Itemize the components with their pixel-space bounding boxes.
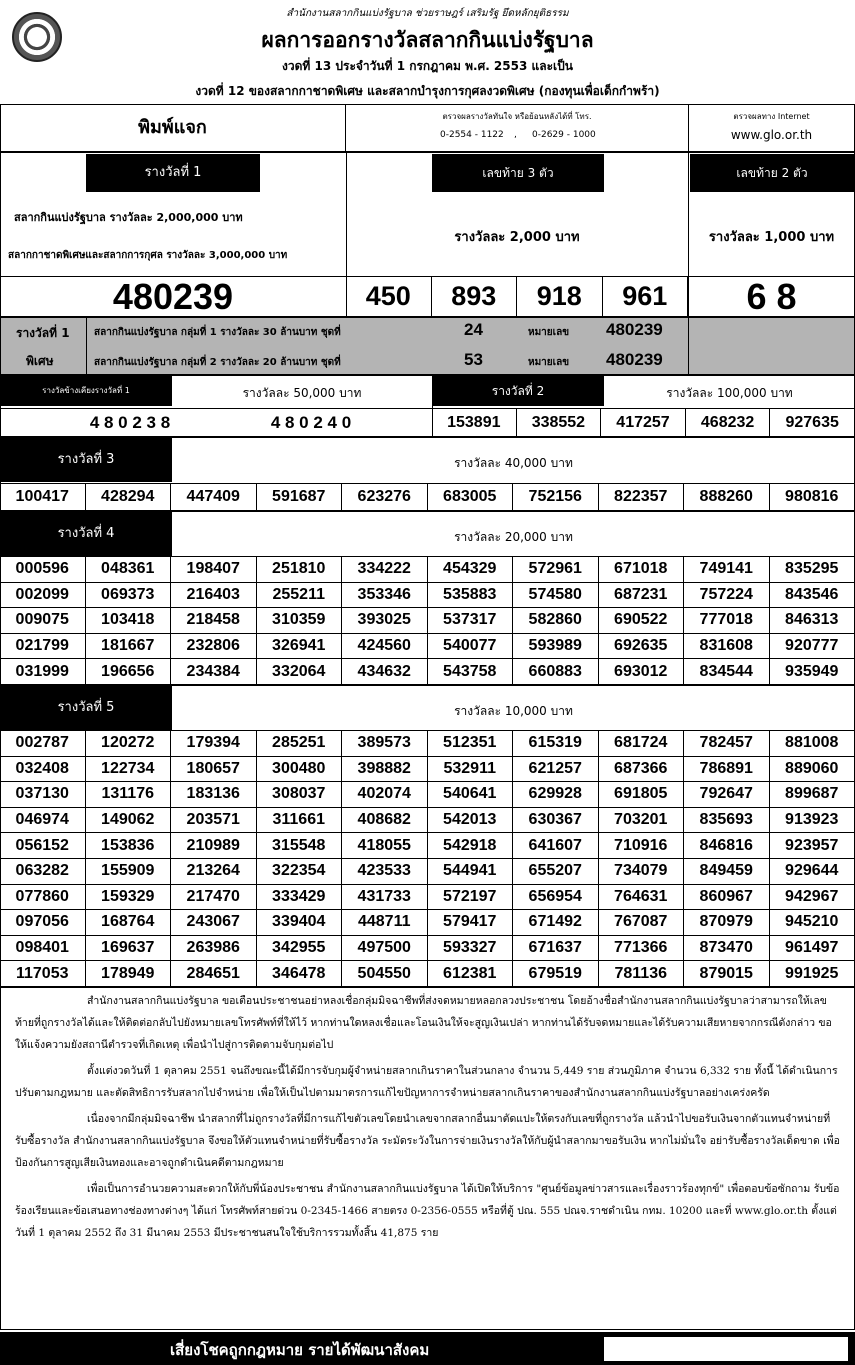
prize4-number: 920777 [770, 634, 855, 660]
phone-1: 0-2554 - 1122 [440, 130, 504, 140]
special-row2-text: สลากกินแบ่งรัฐบาล กลุ่มที่ 2 รางวัลละ 20 ล้านบาท ชุดที่ [94, 357, 341, 368]
prize5-number: 879015 [684, 961, 770, 987]
prize2-number: 468232 [686, 409, 771, 437]
prize5-number: 671637 [513, 936, 599, 962]
prize5-number: 153836 [86, 833, 172, 859]
prize2-label: รางวัลที่ 2 [432, 376, 604, 406]
prize5-number: 991925 [770, 961, 855, 987]
last3-number: 961 [603, 277, 689, 317]
footer-blank-box [604, 1337, 848, 1361]
special-label-1: รางวัลที่ 1 [16, 326, 70, 340]
prize5-number: 285251 [257, 731, 343, 757]
prize5-number: 629928 [513, 782, 599, 808]
prize4-number: 181667 [86, 634, 172, 660]
prize4-number: 690522 [599, 608, 685, 634]
prize4-number: 424560 [342, 634, 428, 660]
prize5-number: 846816 [684, 833, 770, 859]
prize5-number: 873470 [684, 936, 770, 962]
special-set2: 53 [464, 350, 483, 369]
prize5-number: 691805 [599, 782, 685, 808]
prize4-number: 332064 [257, 659, 343, 685]
draw-date-line: งวดที่ 13 ประจำวันที่ 1 กรกฎาคม พ.ศ. 2553 และเป็น [282, 59, 573, 73]
prize5-number: 542013 [428, 808, 514, 834]
prize5-number: 131176 [86, 782, 172, 808]
prize4-number: 234384 [171, 659, 257, 685]
prize4-number: 671018 [599, 557, 685, 583]
prize5-number: 263986 [171, 936, 257, 962]
internet-label: ตรวจผลทาง Internet [733, 112, 810, 121]
prize5-number: 308037 [257, 782, 343, 808]
special-number-label-1: หมายเลข [528, 327, 570, 338]
prize5-number: 792647 [684, 782, 770, 808]
prize4-number: 232806 [171, 634, 257, 660]
prize3-amount: รางวัลละ 40,000 บาท [454, 456, 573, 470]
prize4-number: 777018 [684, 608, 770, 634]
phone-separator: , [514, 130, 517, 140]
prize4-number: 000596 [0, 557, 86, 583]
prize5-number: 786891 [684, 757, 770, 783]
prize5-number: 579417 [428, 910, 514, 936]
prize4-number: 454329 [428, 557, 514, 583]
prize5-number: 655207 [513, 859, 599, 885]
prize5-number: 346478 [257, 961, 343, 987]
prize4-amount: รางวัลละ 20,000 บาท [454, 530, 573, 544]
prize4-number: 834544 [684, 659, 770, 685]
prize2-numbers [432, 409, 855, 437]
near1-number-2: 4 8 0 2 4 0 [270, 413, 352, 432]
prize5-number: 423533 [342, 859, 428, 885]
last3-numbers [346, 277, 688, 317]
prize5-number: 630367 [513, 808, 599, 834]
prize4-numbers [0, 556, 855, 685]
near1-label: รางวัลข้างเคียงรางวัลที่ 1 [0, 376, 172, 406]
special-row1-text: สลากกินแบ่งรัฐบาล กลุ่มที่ 1 รางวัลละ 30 ล้านบาท ชุดที่ [94, 327, 341, 338]
prize4-number: 048361 [86, 557, 172, 583]
prize4-number: 069373 [86, 583, 172, 609]
prize5-number: 671492 [513, 910, 599, 936]
prize4-number: 846313 [770, 608, 855, 634]
prize5-number: 311661 [257, 808, 343, 834]
prize5-number: 679519 [513, 961, 599, 987]
prize4-number: 692635 [599, 634, 685, 660]
prize5-number: 322354 [257, 859, 343, 885]
prize5-number: 572197 [428, 885, 514, 911]
last2-number: 6 8 [746, 276, 797, 317]
prize5-number: 612381 [428, 961, 514, 987]
prize4-number: 002099 [0, 583, 86, 609]
prize5-number: 333429 [257, 885, 343, 911]
prize3-number: 683005 [428, 484, 514, 511]
prize5-number: 512351 [428, 731, 514, 757]
prize5-number: 342955 [257, 936, 343, 962]
office-slogan: สำนักงานสลากกินแบ่งรัฐบาล ช่วยราษฎร์ เสริมรัฐ ยึดหลักยุติธรรม [286, 8, 569, 19]
prize4-number: 535883 [428, 583, 514, 609]
notice-section [0, 987, 855, 1330]
prize5-number: 098401 [0, 936, 86, 962]
prize3-number: 822357 [599, 484, 685, 511]
prize5-number: 032408 [0, 757, 86, 783]
prize4-number: 543758 [428, 659, 514, 685]
prize5-number: 117053 [0, 961, 86, 987]
prize4-number: 393025 [342, 608, 428, 634]
prize1-number: 480239 [112, 276, 234, 317]
prize5-number: 656954 [513, 885, 599, 911]
prize5-number: 835693 [684, 808, 770, 834]
prize5-number: 339404 [257, 910, 343, 936]
prize5-number: 615319 [513, 731, 599, 757]
prize5-numbers [0, 730, 855, 987]
prize5-number: 203571 [171, 808, 257, 834]
prize5-number: 849459 [684, 859, 770, 885]
prize5-number: 056152 [0, 833, 86, 859]
prize4-number: 216403 [171, 583, 257, 609]
prize5-number: 942967 [770, 885, 855, 911]
prize4-number: 103418 [86, 608, 172, 634]
prize5-number: 178949 [86, 961, 172, 987]
prize4-number: 593989 [513, 634, 599, 660]
prize4-number: 574580 [513, 583, 599, 609]
prize5-number: 734079 [599, 859, 685, 885]
prize1-govt-amount: สลากกินแบ่งรัฐบาล รางวัลละ 2,000,000 บาท [14, 211, 243, 224]
prize5-number: 169637 [86, 936, 172, 962]
prize3-number: 980816 [770, 484, 855, 511]
prize3-numbers [0, 483, 855, 511]
prize4-number: 021799 [0, 634, 86, 660]
notice-paragraph-2: ตั้งแต่งวดวันที่ 1 ตุลาคม 2551 จนถึงขณะนี้ได้มีการจับกุมผู้จำหน่ายสลากเกินราคาในส่วนกลาง จำนวน 5,449 ราย ส่วนภูมิภาค จำนวน 6,332 ราย ทั้งนี้ ได้ดำเนินการปรับตามกฎหมาย และตัดสิทธิการรับสลากไปจำหน่าย เพื่อให้เป็นไปตามมาตรการแก้ไขปัญหาการจำหน่ายสลากเกินราคาของสำนักงานสลากกินแบ่งรัฐบาลอย่างเคร่งครัด [15, 1065, 838, 1099]
prize2-number: 417257 [601, 409, 686, 437]
notice-paragraph-3: เนื่องจากมีกลุ่มมิจฉาชีพ นำสลากที่ไม่ถูกรางวัลที่มีการแก้ไขตัวเลขโดยนำเลขจากสลากอื่นมาตัดแปะให้ตรงกับเลขที่ถูกรางวัล แล้วนำไปขอรับเงินจากตัวแทนจำหน่ายที่รับซื้อรางวัล สำนักงานสลากกินแบ่งรัฐบาล จึงขอให้ตัวแทนจำหน่ายที่รับซื้อรางวัล ระมัดระวังในการจ่ายเงินรางวัลให้กับผู้นำสลากมาขอรับเงิน หากไม่มั่นใจ อย่ารับซื้อรางวัลเด็ดขาด เพื่อป้องกันการสูญเสียเงินทองและอาจถูกดำเนินคดีตามกฎหมาย [15, 1113, 840, 1169]
prize5-number: 899687 [770, 782, 855, 808]
prize5-number: 913923 [770, 808, 855, 834]
prize5-number: 408682 [342, 808, 428, 834]
prize3-number: 623276 [342, 484, 428, 511]
prize1-charity-amount: สลากกาชาดพิเศษและสลากการกุศล รางวัลละ 3,000,000 บาท [8, 250, 288, 261]
prize5-label: รางวัลที่ 5 [0, 686, 172, 730]
near1-number-1: 4 8 0 2 3 8 [89, 413, 171, 432]
prize5-number: 284651 [171, 961, 257, 987]
prize5-number: 889060 [770, 757, 855, 783]
last2-label: เลขท้าย 2 ตัว [690, 154, 854, 192]
special-number-label-2: หมายเลข [528, 357, 570, 368]
prize5-number: 179394 [171, 731, 257, 757]
prize5-amount: รางวัลละ 10,000 บาท [454, 704, 573, 718]
special-set1: 24 [464, 320, 483, 339]
prize3-number: 752156 [513, 484, 599, 511]
prize5-number: 621257 [513, 757, 599, 783]
prize5-number: 300480 [257, 757, 343, 783]
prize5-number: 077860 [0, 885, 86, 911]
notice-paragraph-1: สำนักงานสลากกินแบ่งรัฐบาล ขอเตือนประชาชนอย่าหลงเชื่อกลุ่มมิจฉาชีพที่ส่งจดหมายหลอกลวงประชาชน โดยอ้างชื่อสำนักงานสลากกินแบ่งรัฐบาลว่าสามารถให้เลขท้ายที่ถูกรางวัลได้และให้ติดต่อกลับไปยังหมายเลขโทรศัพท์ที่ให้ไว้ หากท่านใดหลงเชื่อและโอนเงินให้จะสูญเงินเปล่า หากท่านได้รับจดหมายและได้รับความเสียหายจากกรณีดังกล่าว ขอให้แจ้งความยังสถานีตำรวจที่เกิดเหตุ เพื่อนำไปสู่การติดตามจับกุมต่อไป [15, 995, 832, 1051]
prize5-number: 155909 [86, 859, 172, 885]
prize5-number: 217470 [171, 885, 257, 911]
prize5-number: 504550 [342, 961, 428, 987]
prize5-number: 210989 [171, 833, 257, 859]
prize5-number: 881008 [770, 731, 855, 757]
prize4-number: 310359 [257, 608, 343, 634]
prize2-amount: รางวัลละ 100,000 บาท [666, 386, 793, 400]
prize5-number: 097056 [0, 910, 86, 936]
prize5-number: 923957 [770, 833, 855, 859]
prize5-number: 961497 [770, 936, 855, 962]
check-phone-label: ตรวจผลรางวัลทันใจ หรือย้อนหลังได้ที่ โทร. [442, 112, 592, 121]
prize4-number: 031999 [0, 659, 86, 685]
website-link[interactable]: www.glo.or.th [730, 128, 813, 142]
prize4-number: 537317 [428, 608, 514, 634]
special-number-1: 480239 [606, 320, 663, 339]
last3-number: 450 [346, 277, 432, 317]
prize5-number: 168764 [86, 910, 172, 936]
last3-number: 918 [517, 277, 603, 317]
near1-amount: รางวัลละ 50,000 บาท [242, 386, 362, 400]
notice-paragraph-4: เพื่อเป็นการอำนวยความสะดวกให้กับพี่น้องประชาชน สำนักงานสลากกินแบ่งรัฐบาล ได้เปิดให้บริการ "ศูนย์ข้อมูลข่าวสารและเรื่องราวร้องทุกข์" เพื่อตอบข้อซักถาม รับข้อร้องเรียนและข้อเสนอทางช่องทางต่างๆ ได้แก่ โทรศัพท์สายด่วน 0-2345-1466 สายตรง 0-2356-0555 หรือที่ตู้ ปณ. 555 ปณจ.ราชดำเนิน กทม. 10200 และที่ www.glo.or.th ตั้งแต่วันที่ 1 ตุลาคม 2552 ถึง 31 มีนาคม 2553 มีประชาชนสนใจใช้บริการรวมทั้งสิ้น 41,875 ราย [15, 1183, 840, 1239]
prize5-number: 764631 [599, 885, 685, 911]
prize4-number: 326941 [257, 634, 343, 660]
prize3-number: 428294 [86, 484, 172, 511]
prize5-number: 120272 [86, 731, 172, 757]
print-label: พิมพ์แจก [0, 104, 346, 152]
prize5-number: 703201 [599, 808, 685, 834]
prize5-number: 540641 [428, 782, 514, 808]
last3-number: 893 [432, 277, 518, 317]
prize5-number: 687366 [599, 757, 685, 783]
prize5-number: 063282 [0, 859, 86, 885]
prize5-number: 945210 [770, 910, 855, 936]
prize5-number: 213264 [171, 859, 257, 885]
prize5-number: 497500 [342, 936, 428, 962]
prize5-number: 046974 [0, 808, 86, 834]
prize4-number: 693012 [599, 659, 685, 685]
prize5-number: 681724 [599, 731, 685, 757]
prize3-number: 100417 [0, 484, 86, 511]
prize4-number: 749141 [684, 557, 770, 583]
prize5-number: 782457 [684, 731, 770, 757]
prize5-number: 402074 [342, 782, 428, 808]
prize4-number: 582860 [513, 608, 599, 634]
prize4-number: 687231 [599, 583, 685, 609]
phone-2: 0-2629 - 1000 [532, 130, 596, 140]
prize5-number: 315548 [257, 833, 343, 859]
prize5-number: 149062 [86, 808, 172, 834]
special-number-2: 480239 [606, 350, 663, 369]
prize4-number: 198407 [171, 557, 257, 583]
last3-amount: รางวัลละ 2,000 บาท [454, 230, 580, 245]
prize5-number: 243067 [171, 910, 257, 936]
prize5-number: 532911 [428, 757, 514, 783]
prize5-number: 781136 [599, 961, 685, 987]
last2-amount: รางวัลละ 1,000 บาท [708, 230, 835, 245]
prize4-number: 353346 [342, 583, 428, 609]
prize4-number: 009075 [0, 608, 86, 634]
last3-label: เลขท้าย 3 ตัว [432, 154, 604, 192]
prize5-number: 159329 [86, 885, 172, 911]
prize4-number: 255211 [257, 583, 343, 609]
prize3-label: รางวัลที่ 3 [0, 438, 172, 482]
prize5-number: 180657 [171, 757, 257, 783]
prize5-number: 860967 [684, 885, 770, 911]
prize5-number: 431733 [342, 885, 428, 911]
prize2-number: 927635 [770, 409, 855, 437]
prize5-number: 398882 [342, 757, 428, 783]
prize3-number: 888260 [684, 484, 770, 511]
prize5-number: 641607 [513, 833, 599, 859]
prize5-number: 870979 [684, 910, 770, 936]
prize5-number: 037130 [0, 782, 86, 808]
prize5-number: 122734 [86, 757, 172, 783]
footer-slogan: เสี่ยงโชคถูกกฎหมาย รายได้พัฒนาสังคม [170, 1341, 430, 1359]
prize4-number: 843546 [770, 583, 855, 609]
prize5-number: 767087 [599, 910, 685, 936]
prize5-number: 418055 [342, 833, 428, 859]
prize3-number: 591687 [257, 484, 343, 511]
prize4-number: 757224 [684, 583, 770, 609]
prize5-number: 544941 [428, 859, 514, 885]
prize5-number: 448711 [342, 910, 428, 936]
prize5-number: 771366 [599, 936, 685, 962]
prize4-number: 218458 [171, 608, 257, 634]
prize5-number: 183136 [171, 782, 257, 808]
prize4-number: 935949 [770, 659, 855, 685]
prize4-number: 660883 [513, 659, 599, 685]
prize5-number: 389573 [342, 731, 428, 757]
prize4-number: 251810 [257, 557, 343, 583]
page-title: ผลการออกรางวัลสลากกินแบ่งรัฐบาล [261, 28, 594, 52]
prize4-number: 540077 [428, 634, 514, 660]
prize5-number: 542918 [428, 833, 514, 859]
draw-series-line: งวดที่ 12 ของสลากกาชาดพิเศษ และสลากบำรุงการกุศลงวดพิเศษ (กองทุนเพื่อเด็กกำพร้า) [195, 84, 660, 98]
prize5-number: 929644 [770, 859, 855, 885]
prize5-number: 002787 [0, 731, 86, 757]
prize5-number: 710916 [599, 833, 685, 859]
prize4-number: 434632 [342, 659, 428, 685]
prize4-number: 835295 [770, 557, 855, 583]
prize1-label: รางวัลที่ 1 [86, 154, 260, 192]
prize4-number: 334222 [342, 557, 428, 583]
prize4-label: รางวัลที่ 4 [0, 512, 172, 556]
prize2-number: 338552 [517, 409, 602, 437]
prize5-number: 593327 [428, 936, 514, 962]
prize3-number: 447409 [171, 484, 257, 511]
prize4-number: 196656 [86, 659, 172, 685]
prize4-number: 572961 [513, 557, 599, 583]
prize4-number: 831608 [684, 634, 770, 660]
prize2-number: 153891 [432, 409, 517, 437]
special-label-2: พิเศษ [26, 354, 54, 368]
